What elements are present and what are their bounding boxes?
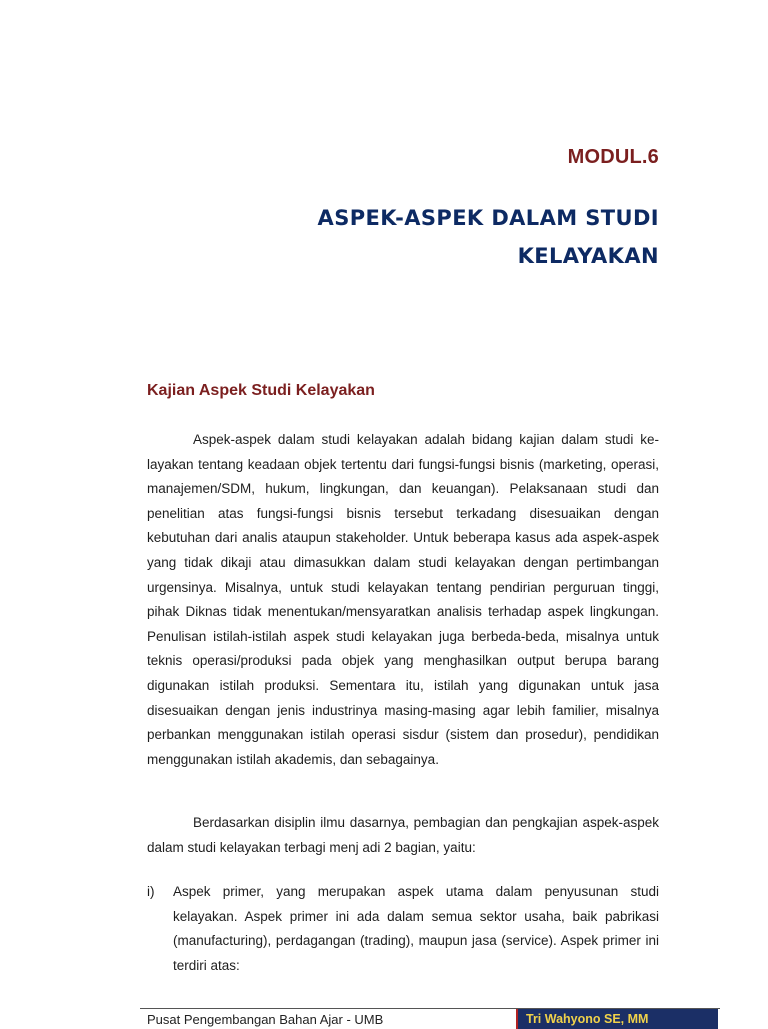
footer-author: Tri Wahyono SE, MM bbox=[516, 1009, 718, 1029]
section-heading: Kajian Aspek Studi Kelayakan bbox=[147, 382, 375, 399]
chapter-title-line-1: ASPEK-ASPEK DALAM STUDI bbox=[317, 206, 659, 230]
body-paragraph: Aspek-aspek dalam studi kelayakan adalah bidang kajian dalam studi ke-layakan tentang keadaan objek tertentu dari fungsi-fungsi bisnis (marketing, operasi, manajemen/SDM, hukum, lingkungan, dan keuangan). Pelaksanaan studi dan penelitian atas fungsi-fungsi bisnis tersebut terkadang disesuaikan dengan kebutuhan dari analis ataupun stakeholder. Untuk beberapa kasus ada aspek-aspek yang tidak dikaji atau dimasukkan dalam studi kelayakan dengan pertimbangan urgensinya. Misalnya, untuk studi kelayakan tentang pendirian perguruan tinggi, pihak Diknas tidak menentukan/mensyaratkan analisis terhadap aspek lingkungan. Penulisan istilah-istilah aspek studi kelayakan juga berbeda-beda, misalnya untuk teknis operasi/produksi pada objek yang menghasilkan output berupa barang digunakan istilah produksi. Sementara itu, istilah yang digunakan untuk jasa disesuaikan dengan jenis industrinya masing-masing agar lebih familier, misalnya perbankan menggunakan istilah operasi sisdur (sistem dan prosedur), pendidikan menggunakan istilah akademis, dan sebagainya. bbox=[147, 432, 659, 767]
list-item-text: Aspek primer, yang merupakan aspek utama dalam penyusunan studi kelayakan. Aspek primer ini ada dalam semua sektor usaha, baik pabrikasi (manufacturing), perdagangan (trading), maupun jasa (service). Aspek primer ini terdiri atas: bbox=[173, 884, 659, 973]
aspect-list bbox=[147, 880, 659, 978]
module-label: MODUL.6 bbox=[567, 146, 659, 168]
chapter-title bbox=[199, 199, 659, 275]
list-item bbox=[147, 880, 659, 978]
list-marker: i) bbox=[147, 884, 155, 899]
body-paragraph: Berdasarkan disiplin ilmu dasarnya, pembagian dan pengkajian aspek-aspek dalam studi kelayakan terbagi menj adi 2 bagian, yaitu: bbox=[147, 815, 659, 855]
chapter-title-line-2: KELAYAKAN bbox=[517, 244, 659, 268]
footer-publisher: Pusat Pengembangan Bahan Ajar - UMB bbox=[147, 1012, 384, 1027]
